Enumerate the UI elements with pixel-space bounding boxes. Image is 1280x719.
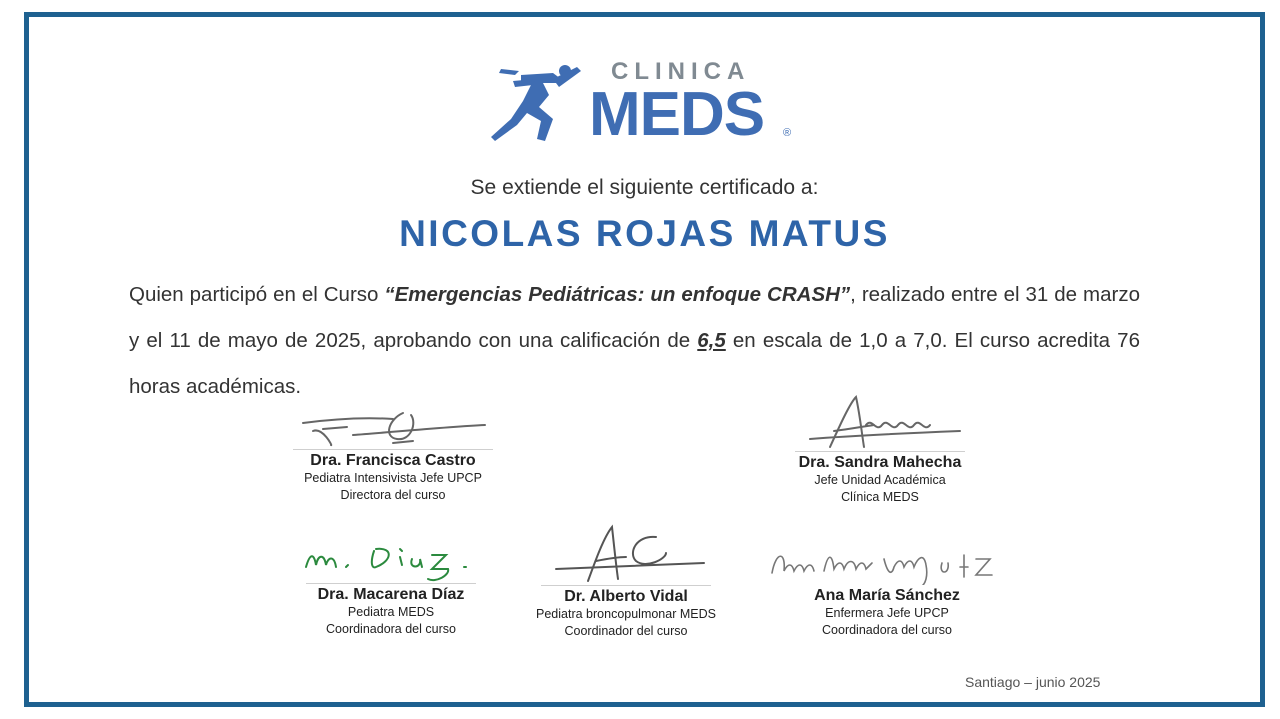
signatory-role: Coordinador del curso [564,624,688,638]
body-suffix: en escala de 1,0 a 7,0. El curso acredita 76 horas académicas. [129,329,1140,398]
signatory-name: Dra. Sandra Mahecha [798,454,962,471]
signatory-name: Ana María Sánchez [814,587,960,604]
signatory-name: Dra. Macarena Díaz [317,586,465,603]
runner-icon [491,61,591,147]
signatory-name: Dra. Francisca Castro [310,452,476,469]
clinica-meds-logo [491,57,801,157]
signatory-role: Directora del curso [340,488,446,502]
signature-mahecha-image [790,395,970,451]
registered-mark: ® [783,127,792,139]
signature-vidal-image [536,523,716,585]
certificate-intro: Se extiende el siguiente certificado a: [470,176,819,199]
signatory-role: Pediatra MEDS [347,605,435,619]
logo-meds-text: MEDS [589,80,765,149]
signatory-name: Dr. Alberto Vidal [564,588,688,605]
course-name: “Emergencias Pediátricas: un enfoque CRASH” [384,283,851,306]
recipient-name: NICOLAS ROJAS MATUS [399,213,890,254]
signatory-role: Pediatra Intensivista Jefe UPCP [304,471,482,485]
signature-block-castro [283,401,503,504]
signature-sanchez-image [762,541,1012,585]
signatory-role: Clínica MEDS [841,490,919,504]
certificate-body [129,272,1140,410]
signature-castro-image [293,401,493,449]
signatory-role: Coordinadora del curso [822,623,952,637]
signature-diaz-image [296,529,486,583]
certificate-frame [24,12,1265,707]
logo-clinica-text: CLINICA [611,58,751,85]
body-middle: , realizado entre el 31 de marzo y el 11 de mayo de 2025, aprobando con una calificación de [129,283,1140,352]
signature-block-mahecha [770,395,990,506]
signatory-role: Enfermera Jefe UPCP [825,606,949,620]
signatory-role: Coordinadora del curso [326,622,456,636]
signature-block-vidal [511,523,741,640]
signatory-role: Pediatra broncopulmonar MEDS [536,607,716,621]
signature-block-sanchez [752,541,1022,639]
body-prefix: Quien participó en el Curso [129,283,385,306]
signature-block-diaz [281,529,501,638]
place-date: Santiago – junio 2025 [965,674,1101,690]
grade-value: 6,5 [697,329,726,352]
signatory-role: Jefe Unidad Académica [814,473,946,487]
